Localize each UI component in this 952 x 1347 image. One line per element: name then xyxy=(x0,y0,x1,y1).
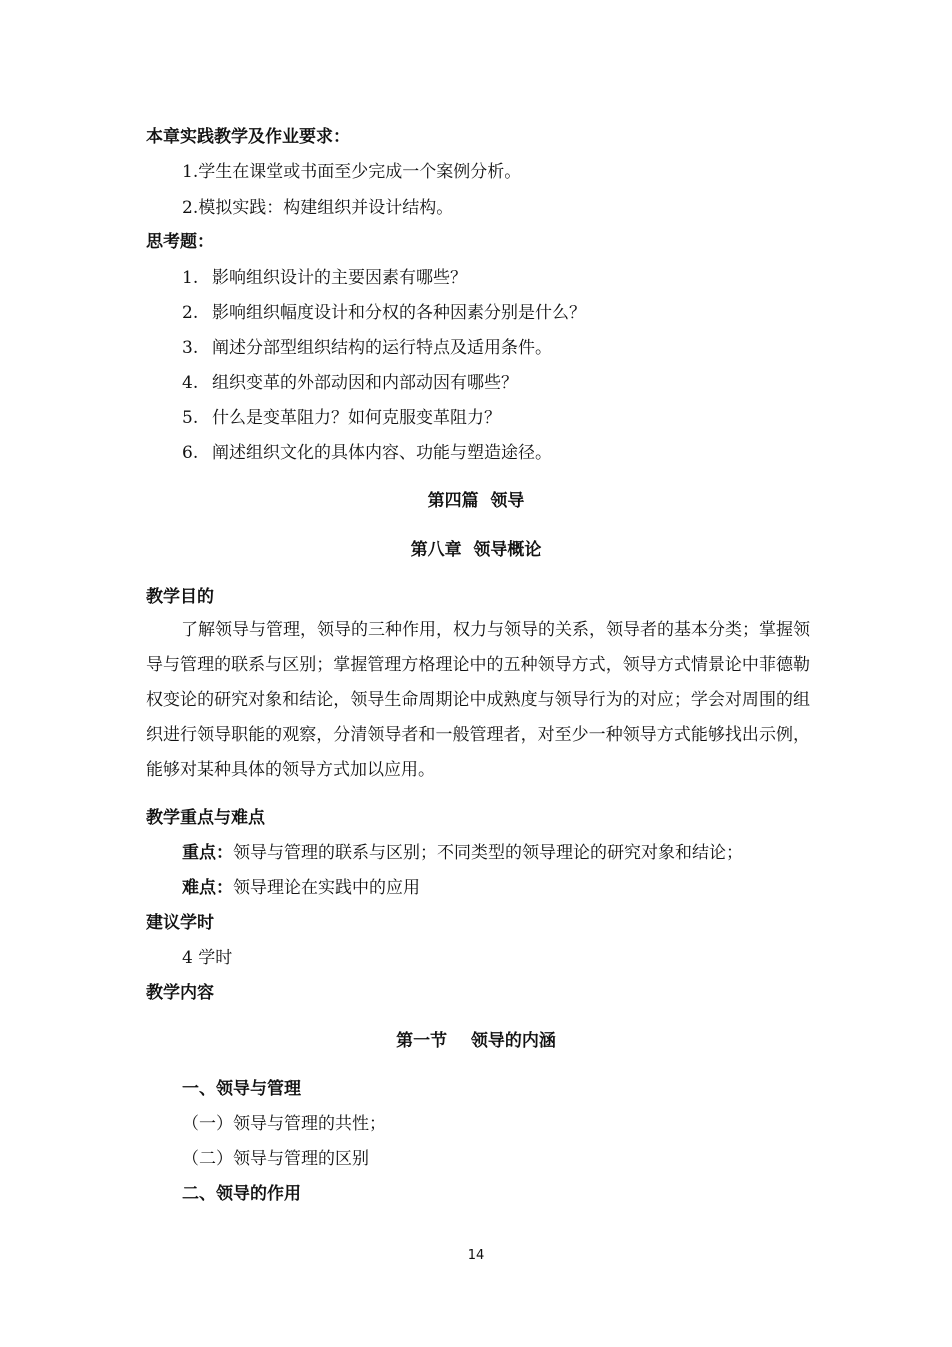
question-number: 3. xyxy=(182,338,199,358)
objectives-body: 了解领导与管理，领导的三种作用，权力与领导的关系，领导者的基本分类；掌握领导与管理的联系与区别；掌握管理方格理论中的五种领导方式，领导方式情景论中菲德勒权变论的研究对象和结论，领导生命周期论中成熟度与领导行为的对应；学会对周围的组织进行领导职能的观察，分清领导者和一般管理者，对至少一种领导方式能够找出示例，能够对某种具体的领导方式加以应用。 xyxy=(146,620,810,780)
difficulty-line xyxy=(182,876,420,900)
question-item xyxy=(182,406,501,430)
question-number: 2. xyxy=(182,303,199,323)
question-item xyxy=(182,266,467,290)
subsection-1-item: （一）领导与管理的共性； xyxy=(182,1114,386,1134)
question-text: 阐述分部型组织结构的运行特点及适用条件。 xyxy=(212,338,552,358)
questions-heading: 思考题： xyxy=(146,232,214,252)
subsection-1-title: 一、领导与管理 xyxy=(182,1079,301,1099)
question-text: 组织变革的外部动因和内部动因有哪些？ xyxy=(212,373,518,393)
question-number: 5. xyxy=(182,408,199,428)
part-title: 第四篇 领导 xyxy=(427,491,525,511)
practice-item-2: 2.模拟实践：构建组织并设计结构。 xyxy=(182,198,454,218)
difficulty-label: 难点： xyxy=(182,878,233,898)
question-number: 4. xyxy=(182,373,199,393)
question-item xyxy=(182,336,552,360)
objectives-heading: 教学目的 xyxy=(146,587,214,607)
question-item xyxy=(182,441,552,465)
question-text: 阐述组织文化的具体内容、功能与塑造途径。 xyxy=(212,443,552,463)
content-heading: 教学内容 xyxy=(146,983,214,1003)
question-text: 什么是变革阻力？如何克服变革阻力？ xyxy=(212,408,501,428)
question-number: 6. xyxy=(182,443,199,463)
subsection-1-item: （二）领导与管理的区别 xyxy=(182,1149,369,1169)
question-text: 影响组织设计的主要因素有哪些？ xyxy=(212,268,467,288)
key-points-heading: 教学重点与难点 xyxy=(146,808,265,828)
question-item xyxy=(182,371,518,395)
page-number: 14 xyxy=(467,1248,485,1263)
focus-text: 领导与管理的联系与区别；不同类型的领导理论的研究对象和结论； xyxy=(233,843,743,863)
focus-line xyxy=(182,841,743,865)
question-number: 1. xyxy=(182,268,199,288)
section-title: 第一节 领导的内涵 xyxy=(396,1031,556,1051)
hours-heading: 建议学时 xyxy=(146,913,214,933)
practice-item-1: 1.学生在课堂或书面至少完成一个案例分析。 xyxy=(182,162,522,182)
practice-heading: 本章实践教学及作业要求： xyxy=(146,127,350,147)
focus-label: 重点： xyxy=(182,843,233,863)
hours-value: 4 学时 xyxy=(182,948,233,968)
question-item xyxy=(182,301,586,325)
chapter-title: 第八章 领导概论 xyxy=(410,540,542,560)
question-text: 影响组织幅度设计和分权的各种因素分别是什么？ xyxy=(212,303,586,323)
subsection-2-title: 二、领导的作用 xyxy=(182,1184,301,1204)
difficulty-text: 领导理论在实践中的应用 xyxy=(233,878,420,898)
